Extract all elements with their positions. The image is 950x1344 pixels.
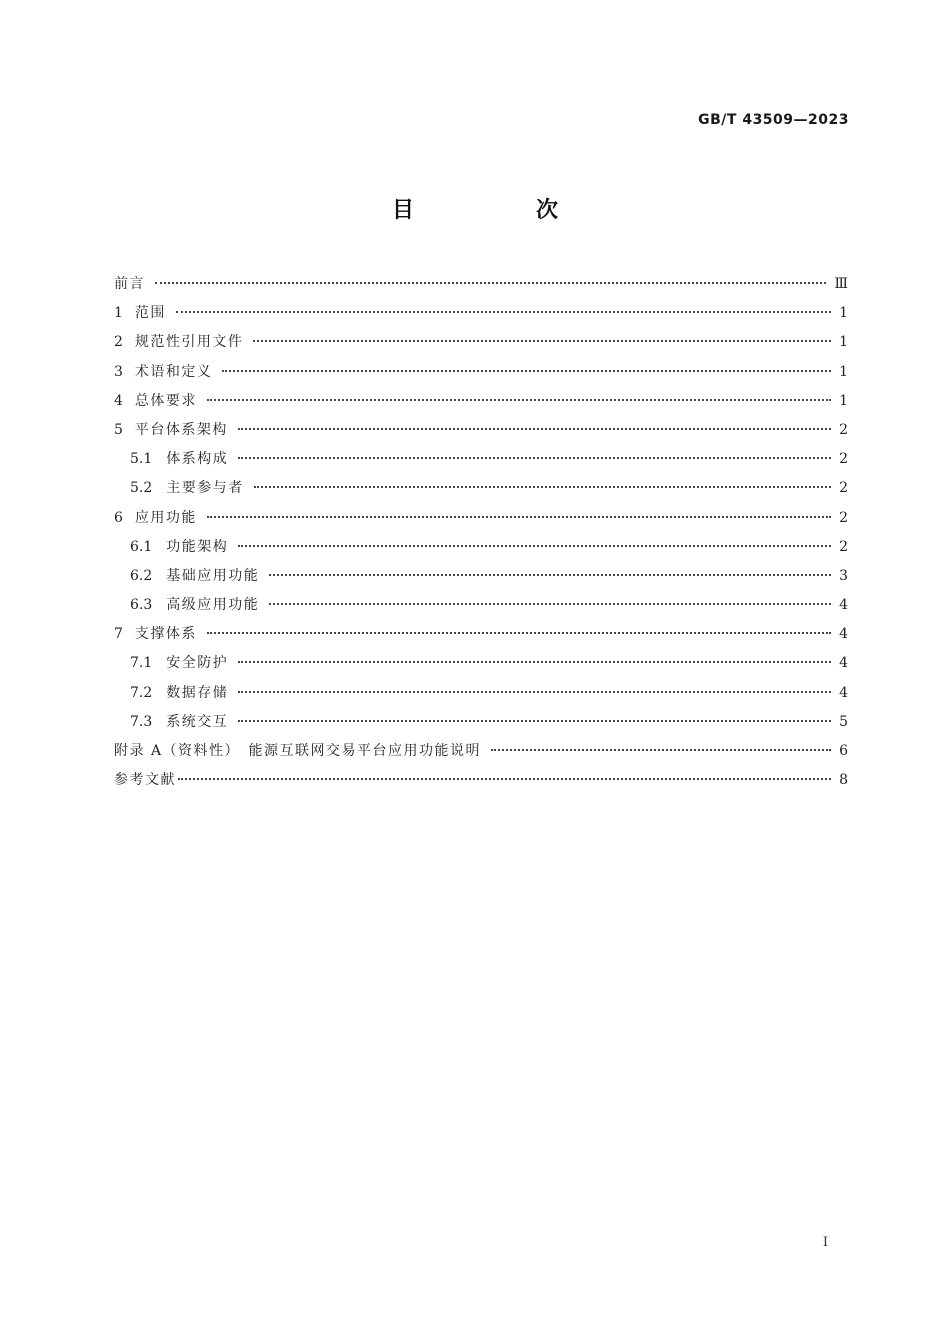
page-title: 目 次 (391, 198, 608, 223)
toc-entry-page: 4 (839, 655, 848, 672)
toc-entry-title: 体系构成 (166, 451, 229, 468)
toc-entry-page: 2 (839, 451, 848, 468)
dot-leader (254, 486, 831, 488)
toc-entry-6-3[interactable] (114, 591, 848, 620)
toc-entry-title: 前言 (114, 276, 145, 292)
toc-entry-title: 范围 (134, 305, 166, 322)
dot-leader (207, 399, 831, 401)
toc-entry-2[interactable] (114, 328, 848, 357)
dot-leader (238, 457, 831, 459)
toc-entry-number: 6.2 (130, 567, 153, 584)
toc-entry-5-2[interactable] (114, 474, 848, 503)
toc-entry-4[interactable] (114, 387, 848, 416)
toc-entry-number: 7.3 (130, 713, 153, 730)
toc-entry-page: 1 (839, 363, 848, 380)
toc-entry-page: 4 (839, 684, 848, 701)
toc-entry-title: 附录 A（资料性） 能源互联网交易平台应用功能说明 (114, 743, 482, 759)
dot-leader (207, 632, 831, 634)
dot-leader (238, 720, 831, 722)
toc-entry-page: 2 (839, 509, 848, 526)
toc-entry-number: 5.1 (130, 451, 153, 468)
table-of-contents (114, 270, 848, 795)
dot-leader (238, 428, 831, 430)
toc-entry-page: 2 (839, 421, 848, 438)
dot-leader (491, 749, 831, 751)
toc-entry-title: 高级应用功能 (166, 597, 260, 614)
toc-entry-appendix-a[interactable] (114, 737, 848, 766)
toc-entry-title: 参考文献 (114, 772, 176, 789)
toc-entry-number: 3 (114, 363, 123, 380)
dot-leader (269, 574, 831, 576)
toc-entry-number: 1 (114, 305, 123, 322)
toc-entry-6-2[interactable] (114, 562, 848, 591)
toc-entry-page: 3 (839, 567, 848, 584)
toc-entry-7[interactable] (114, 620, 848, 649)
toc-entry-number: 7.2 (130, 684, 153, 701)
toc-entry-title: 平台体系架构 (134, 421, 228, 438)
toc-entry-page: 1 (839, 392, 848, 409)
toc-entry-page: 1 (839, 334, 848, 351)
dot-leader (178, 778, 831, 780)
toc-entry-page: 2 (839, 480, 848, 497)
toc-entry-title: 系统交互 (166, 713, 229, 730)
toc-entry-3[interactable] (114, 358, 848, 387)
toc-entry-5-1[interactable] (114, 445, 848, 474)
toc-entry-title: 安全防护 (166, 655, 229, 672)
dot-leader (155, 282, 826, 284)
toc-entry-number: 2 (114, 334, 123, 351)
toc-entry-title: 基础应用功能 (166, 567, 260, 584)
dot-leader (238, 691, 831, 693)
toc-entry-number: 5 (114, 421, 123, 438)
toc-entry-title: 数据存储 (166, 684, 229, 701)
toc-entry-number: 6 (114, 509, 123, 526)
toc-entry-number: 4 (114, 392, 123, 409)
toc-entry-title: 主要参与者 (166, 480, 244, 497)
toc-entry-7-3[interactable] (114, 708, 848, 737)
toc-entry-foreword[interactable] (114, 270, 848, 299)
toc-entry-page: Ⅲ (834, 276, 848, 292)
dot-leader (269, 603, 831, 605)
toc-entry-7-2[interactable] (114, 679, 848, 708)
toc-entry-title: 支撑体系 (134, 626, 197, 643)
toc-entry-page: 8 (839, 772, 848, 789)
dot-leader (238, 545, 831, 547)
dot-leader (222, 370, 831, 372)
dot-leader (253, 340, 831, 342)
toc-entry-number: 7.1 (130, 655, 153, 672)
toc-entry-title: 术语和定义 (134, 363, 213, 380)
standard-code: GB/T 43509—2023 (698, 112, 849, 128)
toc-entry-bibliography[interactable] (114, 766, 848, 795)
toc-entry-title: 应用功能 (134, 509, 197, 526)
toc-entry-page: 5 (839, 713, 848, 730)
toc-entry-title: 功能架构 (166, 538, 229, 555)
toc-entry-page: 1 (839, 305, 848, 322)
toc-entry-1[interactable] (114, 299, 848, 328)
toc-entry-page: 2 (839, 538, 848, 555)
toc-entry-5[interactable] (114, 416, 848, 445)
toc-entry-number: 7 (114, 626, 123, 643)
toc-entry-page: 4 (839, 597, 848, 614)
page-number: I (822, 1235, 828, 1250)
toc-entry-page: 6 (839, 743, 848, 759)
toc-entry-number: 6.1 (130, 538, 153, 555)
toc-entry-number: 5.2 (130, 480, 153, 497)
toc-entry-page: 4 (839, 626, 848, 643)
dot-leader (176, 311, 831, 313)
dot-leader (238, 661, 831, 663)
dot-leader (207, 516, 831, 518)
toc-entry-number: 6.3 (130, 597, 153, 614)
toc-entry-6[interactable] (114, 504, 848, 533)
toc-entry-7-1[interactable] (114, 649, 848, 678)
toc-entry-title: 总体要求 (134, 392, 197, 409)
toc-entry-title: 规范性引用文件 (134, 334, 244, 351)
toc-entry-6-1[interactable] (114, 533, 848, 562)
